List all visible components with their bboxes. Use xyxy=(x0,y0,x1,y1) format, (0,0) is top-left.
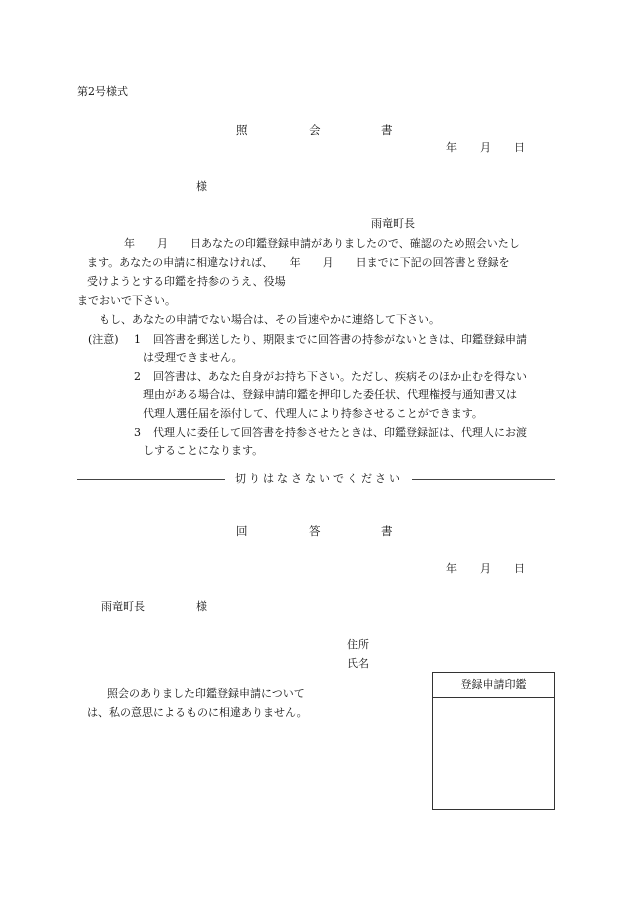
note-2-line-3: 代理人選任届を添付して、代理人により持参させることができます。 xyxy=(143,407,483,420)
inquiry-body-line-1: 年 月 日あなたの印鑑登録申請がありましたので、確認のため照会いたし xyxy=(124,237,520,250)
inquiry-body-line-3: 受けようとする印鑑を持参のうえ、役場 xyxy=(87,275,286,288)
cut-line-left xyxy=(77,479,225,480)
reply-addressee-suffix: 様 xyxy=(196,600,207,613)
notes-label: (注意) xyxy=(88,333,119,346)
inquiry-addressee-suffix: 様 xyxy=(196,180,207,193)
form-number: 第2号様式 xyxy=(77,85,128,98)
inquiry-body-line-4: までおいで下さい。 xyxy=(77,294,176,307)
reply-date-month: 月 xyxy=(480,562,491,575)
note-2-line-2: 理由がある場合は、登録申請印鑑を押印した委任状、代理権授与通知書又は xyxy=(143,388,517,401)
note-1-line-1: 回答書を郵送したり、期限までに回答書の持参がないときは、印鑑登録申請 xyxy=(153,333,527,346)
inquiry-title-char-1: 照 xyxy=(236,123,248,137)
inquiry-sender: 雨竜町長 xyxy=(371,217,415,230)
reply-date-day: 日 xyxy=(514,562,525,575)
note-2-number: 2 xyxy=(134,370,141,383)
cut-line-text: 切りはなさないでください xyxy=(235,472,403,485)
reply-title-char-2: 答 xyxy=(309,524,321,538)
inquiry-date-month: 月 xyxy=(480,141,491,154)
seal-box-label: 登録申請印鑑 xyxy=(433,673,554,698)
reply-address-label: 住所 xyxy=(347,638,369,651)
reply-title-char-3: 書 xyxy=(381,524,393,538)
reply-title-char-1: 回 xyxy=(236,524,248,538)
note-3-line-2: しすることになります。 xyxy=(143,444,264,457)
seal-box xyxy=(432,672,555,810)
note-1-line-2: は受理できません。 xyxy=(143,351,243,364)
cut-line-right xyxy=(412,479,555,480)
inquiry-title-char-2: 会 xyxy=(309,123,321,137)
inquiry-date-day: 日 xyxy=(514,141,525,154)
inquiry-body-line-5: もし、あなたの申請でない場合は、その旨速やかに連絡して下さい。 xyxy=(99,313,440,326)
note-1-number: 1 xyxy=(134,333,141,346)
reply-date-year: 年 xyxy=(446,562,457,575)
reply-name-label: 氏名 xyxy=(347,657,369,670)
note-3-number: 3 xyxy=(134,426,141,439)
reply-body-line-1: 照会のありました印鑑登録申請について xyxy=(107,687,305,700)
note-3-line-1: 代理人に委任して回答書を持参させたときは、印鑑登録証は、代理人にお渡 xyxy=(153,426,527,439)
reply-addressee: 雨竜町長 xyxy=(101,600,145,613)
note-2-line-1: 回答書は、あなた自身がお持ち下さい。ただし、疾病そのほか止むを得ない xyxy=(153,370,527,383)
inquiry-title-char-3: 書 xyxy=(381,123,393,137)
inquiry-body-line-2: ます。あなたの申請に相違なければ、 年 月 日までに下記の回答書と登録を xyxy=(87,256,510,269)
inquiry-date-year: 年 xyxy=(446,141,457,154)
reply-body-line-2: は、私の意思によるものに相違ありません。 xyxy=(87,706,308,719)
